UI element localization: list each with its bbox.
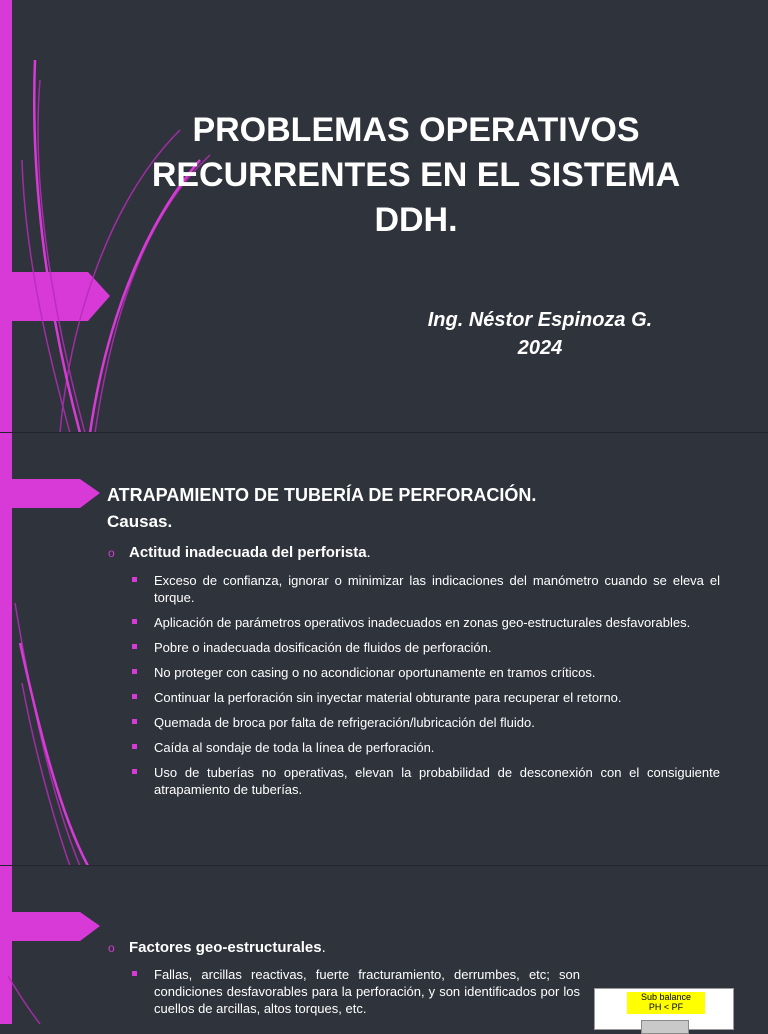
author-name: Ing. Néstor Espinoza G. [427, 309, 653, 331]
section-subheading: Causas. [107, 512, 173, 531]
square-bullet-icon [132, 769, 137, 774]
square-bullet-icon [132, 719, 137, 724]
list-item: Continuar la perforación sin inyectar material obturante para recuperar el retorno. [130, 689, 720, 706]
square-bullet-icon [132, 744, 137, 749]
slide-title: PROBLEMAS OPERATIVOS RECURRENTES EN EL SISTEMA DDH. [151, 111, 681, 239]
group-heading [108, 543, 371, 563]
list-item: Quemada de broca por falta de refrigeración/lubricación del fluido. [130, 714, 720, 731]
factors-list [130, 966, 580, 1025]
square-bullet-icon [132, 644, 137, 649]
square-bullet-icon [132, 577, 137, 582]
list-item: Uso de tuberías no operativas, elevan la probabilidad de desconexión con el consiguiente atrapamiento de tuberías. [130, 764, 720, 798]
list-item: Fallas, arcillas reactivas, fuerte fracturamiento, derrumbes, etc; son condiciones desfavorables para la perforación, y son identificados por los cuellos de arcillas, altos torques, etc. [130, 966, 580, 1017]
circle-bullet-icon: o [108, 546, 115, 560]
title-slide [0, 0, 768, 433]
list-item: Caída al sondaje de toda la línea de perforación. [130, 739, 720, 756]
circle-bullet-icon: o [108, 941, 115, 955]
diagram-label: Sub balance PH < PF [627, 992, 705, 1014]
group-label-period: . [321, 939, 326, 956]
list-item: Pobre o inadecuada dosificación de fluidos de perforación. [130, 639, 720, 656]
group-label-period: . [366, 544, 371, 561]
square-bullet-icon [132, 669, 137, 674]
list-item: No proteger con casing o no acondicionar oportunamente en tramos críticos. [130, 664, 720, 681]
author-block [400, 306, 680, 362]
author-year: 2024 [517, 337, 563, 359]
square-bullet-icon [132, 694, 137, 699]
square-bullet-icon [132, 971, 137, 976]
list-item: Aplicación de parámetros operativos inadecuados en zonas geo-estructurales desfavorables. [130, 614, 720, 631]
causes-list [130, 572, 720, 806]
group-heading [108, 938, 326, 958]
section-heading: ATRAPAMIENTO DE TUBERÍA DE PERFORACIÓN. [107, 485, 537, 505]
square-bullet-icon [132, 619, 137, 624]
list-item: Exceso de confianza, ignorar o minimizar las indicaciones del manómetro cuando se eleva el torque. [130, 572, 720, 606]
group-label: Factores geo-estructurales [129, 939, 322, 956]
diagram-box [641, 1020, 689, 1034]
group-label: Actitud inadecuada del perforista [129, 544, 367, 561]
